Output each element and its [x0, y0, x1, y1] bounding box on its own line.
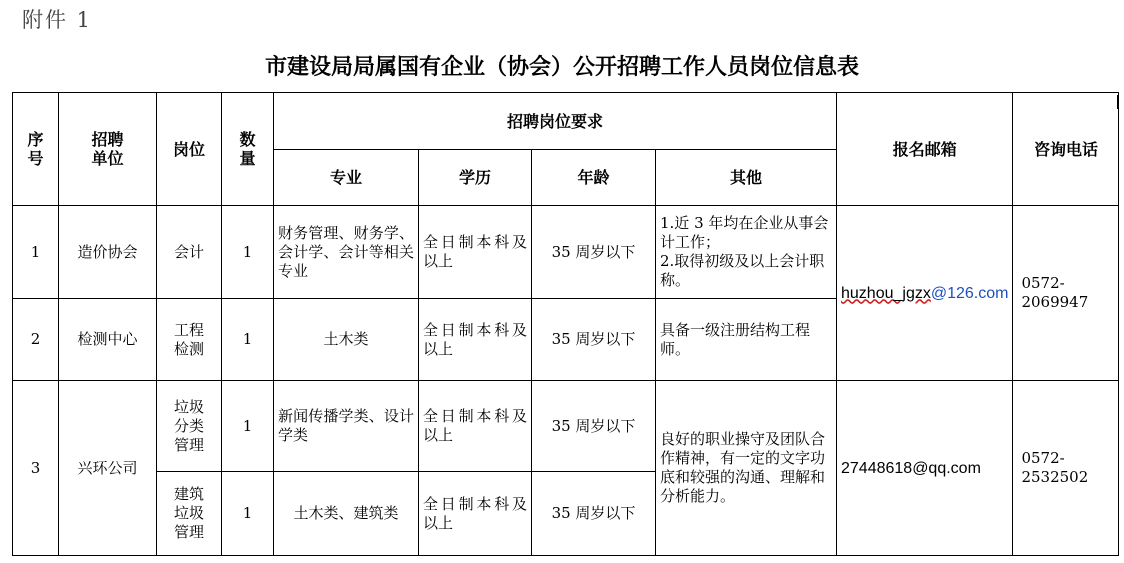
cell-count: 1	[222, 381, 274, 472]
recruitment-table	[12, 92, 1119, 556]
cell-other: 良好的职业操守及团队合作精神，有一定的文字功底和较强的沟通、理解和分析能力。	[656, 381, 837, 556]
cell-seq: 2	[13, 299, 59, 381]
cell-major: 土木类	[274, 299, 419, 381]
cell-education: 全日制本科及以上	[419, 381, 532, 472]
cell-post: 垃圾 分类 管理	[157, 381, 222, 472]
cell-count: 1	[222, 472, 274, 556]
cell-age: 35 周岁以下	[532, 206, 656, 299]
phone-cell-2: 0572- 2532502	[1013, 381, 1119, 556]
header-requirements: 招聘岗位要求	[274, 93, 837, 150]
cell-unit: 造价协会	[59, 206, 157, 299]
header-unit: 招聘 单位	[59, 93, 157, 206]
email-domain-1: @126.com	[930, 284, 1009, 302]
header-phone: 咨询电话	[1013, 93, 1119, 206]
cell-unit: 兴环公司	[59, 381, 157, 556]
cell-education: 全日制本科及以上	[419, 206, 532, 299]
cell-other: 1.近 3 年均在企业从事会计工作； 2.取得初级及以上会计职称。	[656, 206, 837, 299]
cell-age: 35 周岁以下	[532, 472, 656, 556]
phone-cell-1: 0572- 2069947	[1013, 206, 1119, 381]
cell-other: 具备一级注册结构工程师。	[656, 299, 837, 381]
cell-major: 新闻传播学类、设计学类	[274, 381, 419, 472]
cell-post: 工程 检测	[157, 299, 222, 381]
cell-major: 财务管理、财务学、会计学、会计等相关专业	[274, 206, 419, 299]
header-major: 专业	[274, 150, 419, 206]
header-seq: 序 号	[13, 93, 59, 206]
header-education: 学历	[419, 150, 532, 206]
cell-major: 土木类、建筑类	[274, 472, 419, 556]
cell-age: 35 周岁以下	[532, 381, 656, 472]
page-title: 市建设局局属国有企业（协会）公开招聘工作人员岗位信息表	[264, 55, 859, 80]
header-count: 数 量	[222, 93, 274, 206]
cell-education: 全日制本科及以上	[419, 472, 532, 556]
cell-count: 1	[222, 299, 274, 381]
cell-post: 建筑 垃圾 管理	[157, 472, 222, 556]
header-other: 其他	[656, 150, 837, 206]
cell-post: 会计	[157, 206, 222, 299]
header-post: 岗位	[157, 93, 222, 206]
cell-count: 1	[222, 206, 274, 299]
table-row	[13, 206, 1119, 299]
email-cell-2: 27448618@qq.com	[837, 381, 1013, 556]
email-user-1: huzhou_jgzx	[841, 284, 931, 302]
email-cell-1	[837, 206, 1013, 381]
cell-seq: 1	[13, 206, 59, 299]
attachment-label: 附件 1	[22, 8, 93, 32]
text-cursor	[1117, 95, 1118, 109]
header-email: 报名邮箱	[837, 93, 1013, 206]
cell-unit: 检测中心	[59, 299, 157, 381]
header-age: 年龄	[532, 150, 656, 206]
cell-education: 全日制本科及以上	[419, 299, 532, 381]
cell-seq: 3	[13, 381, 59, 556]
table-row	[13, 381, 1119, 472]
cell-age: 35 周岁以下	[532, 299, 656, 381]
